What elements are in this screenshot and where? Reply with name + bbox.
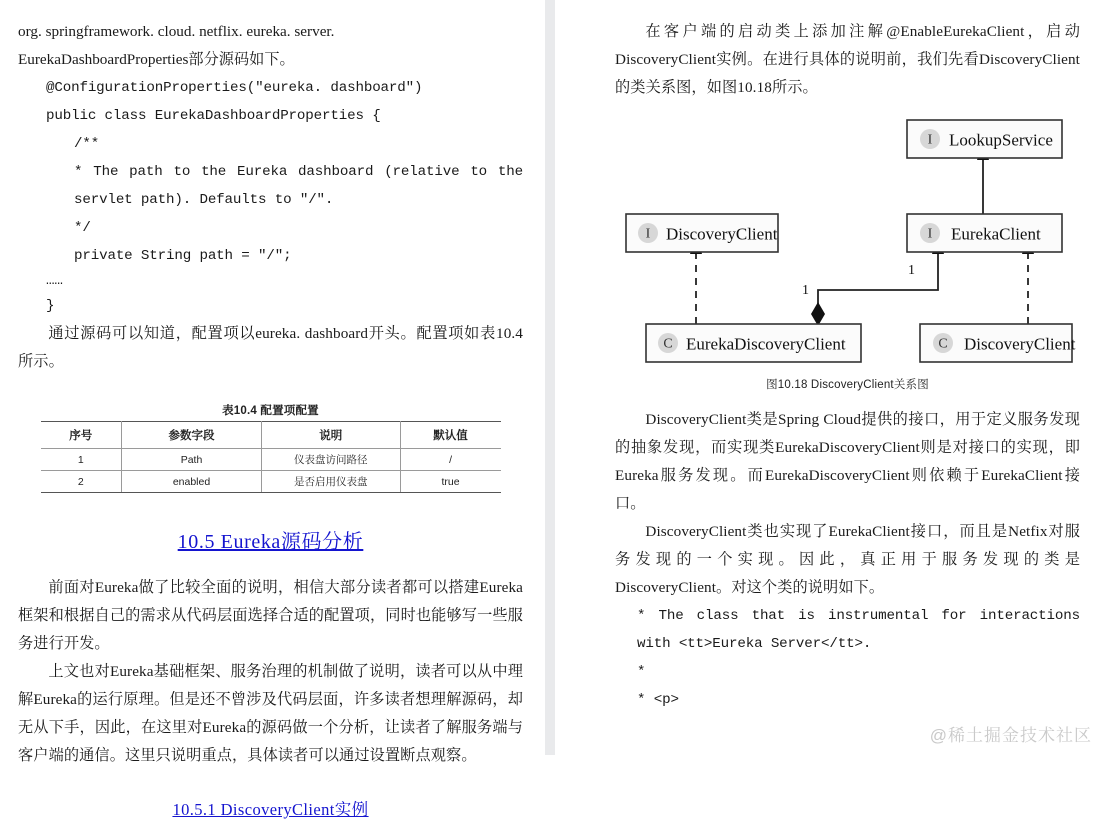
uml-node-label: DiscoveryClient [665,224,777,244]
table-header-cell: 参数字段 [122,422,262,449]
table-cell: Path [122,449,262,471]
code-comment-line-star: * [637,664,646,680]
paragraph-after-code: 通过源码可以知道，配置项以eureka. dashboard开头。配置项如表10.4所示。 [18,325,523,370]
subsection-heading-10-5-1[interactable]: 10.5.1 DiscoveryClient实例 [172,800,369,819]
class-badge-label: C [662,336,673,352]
edge-composition-eurekadiscoveryclient-eurekaclient [818,252,938,317]
uml-node-lookupservice[interactable] [907,120,1062,158]
table-cell: true [400,471,500,493]
section-heading-10-5[interactable]: 10.5 Eureka源码分析 [177,531,364,553]
interface-badge-label: I [927,226,932,242]
table-cell: 仪表盘访问路径 [261,449,400,471]
multiplicity-label: 1 [801,283,809,298]
paragraph-eureka-overview: 前面对Eureka做了比较全面的说明，相信大部分读者都可以搭建Eureka框架和根据自己的需求从代码层面选择合适的配置项，同时也能够写一些服务进行开发。 [18,579,523,652]
table-row [41,471,501,493]
table-header-cell: 说明 [261,422,400,449]
code-line-comment-body: * The path to the Eureka dashboard (relative to the servlet path). Defaults to "/". [74,164,523,208]
table-cell: 1 [41,449,122,471]
watermark: @稀土掘金技术社区 [929,726,1092,745]
interface-badge-label: I [927,132,932,148]
uml-node-discoveryclient-interface[interactable] [626,214,778,252]
code-comment-line-class: * The class that is instrumental for interactions with <tt>Eureka Server</tt>. [637,608,1080,652]
interface-badge-label: I [645,226,650,242]
uml-node-eurekadiscoveryclient[interactable] [646,324,861,362]
code-line-class-decl: public class EurekaDashboardProperties { [46,108,381,124]
uml-node-label: EurekaDiscoveryClient [685,334,846,354]
multiplicity-label: 1 [907,263,915,278]
composition-diamond [811,302,825,326]
column-divider [545,0,555,755]
intro-line-1: org. springframework. cloud. netflix. eureka. server. [18,23,335,40]
table-cell: 2 [41,471,122,493]
paragraph-discoveryclient-desc: DiscoveryClient类是Spring Cloud提供的接口，用于定义服务发现的抽象发现，而实现类EurekaDiscoveryClient则是对接口的实现，即Eureka服务发现。而EurekaDiscoveryClient则依赖于EurekaClient接口。 [615,411,1080,512]
config-table [41,421,501,493]
left-column [0,0,545,819]
paragraph-source-analysis: 上文也对Eureka基础框架、服务治理的机制做了说明，读者可以从中理解Eureka的运行原理。但是还不曾涉及代码层面，许多读者想理解源码，却无从下手，因此，在这里对Eureka的源码做一个分析，让读者了解服务端与客户端的通信。这里只说明重点，具体读者可以通过设置断点观察。 [18,663,523,764]
table-cell: / [400,449,500,471]
uml-node-eurekaclient[interactable] [907,214,1062,252]
intro-line-2: EurekaDashboardProperties部分源码如下。 [18,51,295,68]
config-table-block [18,402,523,493]
code-line-ellipsis: …… [46,273,63,289]
class-badge-label: C [937,336,948,352]
table-header-row [41,422,501,449]
paragraph-netfix-impl: DiscoveryClient类也实现了EurekaClient接口，而且是Netfix对服务发现的一个实现。因此，真正用于服务发现的类是DiscoveryClient。对这个类的说明如下。 [615,523,1080,596]
table-cell: enabled [122,471,262,493]
table-row [41,449,501,471]
uml-figure [615,112,1080,392]
uml-class-diagram [618,112,1078,372]
table-caption: 表10.4 配置项配置 [222,405,319,417]
right-column [555,0,1102,755]
table-header-cell: 默认值 [400,422,500,449]
paragraph-enable-eureka-client: 在客户端的启动类上添加注解@EnableEurekaClient，启动DiscoveryClient实例。在进行具体的说明前，我们先看DiscoveryClient的类关系图，如图10.18所示。 [615,23,1080,96]
code-line-comment-close: */ [74,220,91,236]
uml-node-discoveryclient-class[interactable] [920,324,1076,362]
uml-node-label: LookupService [948,130,1053,150]
code-line-field-path: private String path = "/"; [74,248,292,264]
code-line-configurationproperties: @ConfigurationProperties("eureka. dashboard") [46,80,423,96]
uml-node-label: EurekaClient [950,224,1041,244]
code-line-brace-close: } [46,298,55,314]
uml-node-label: DiscoveryClient [963,334,1075,354]
table-header-cell: 序号 [41,422,122,449]
figure-caption: 图10.18 DiscoveryClient关系图 [766,379,929,391]
code-line-comment-open: /** [74,136,100,152]
table-cell: 是否启用仪表盘 [261,471,400,493]
code-comment-line-p: * <p> [637,692,679,708]
